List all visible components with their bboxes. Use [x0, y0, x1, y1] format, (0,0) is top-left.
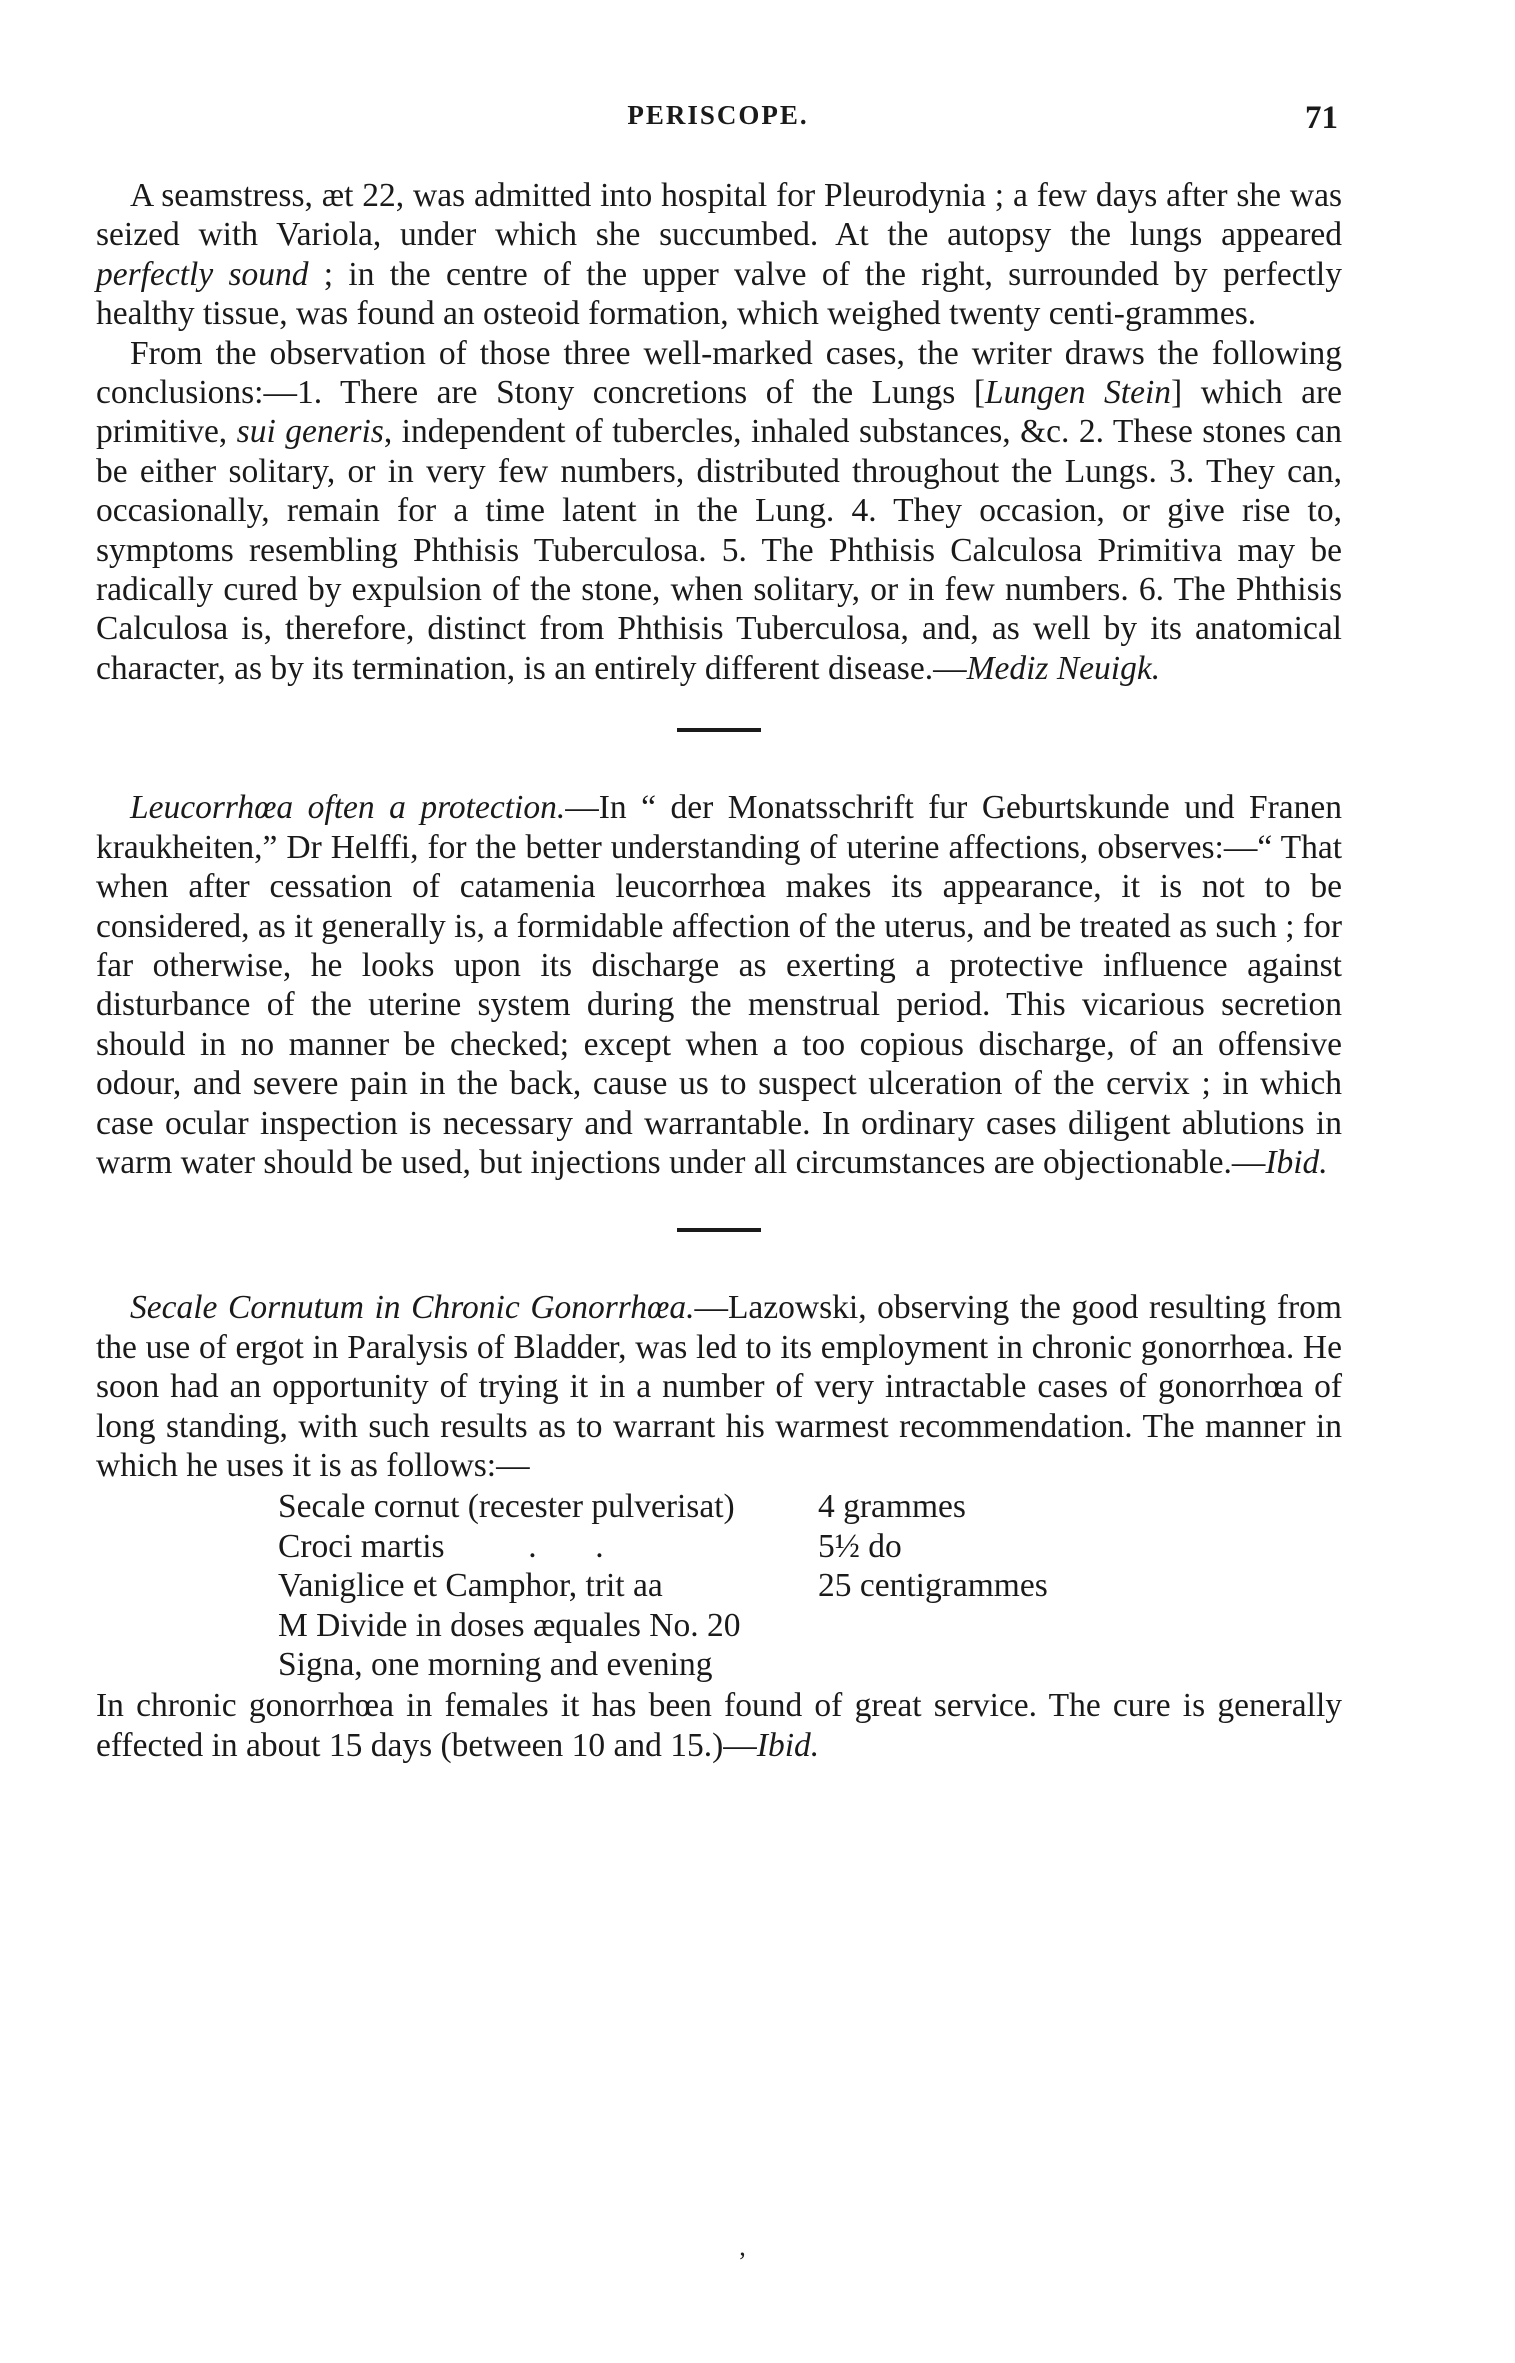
- prescription-line: [278, 1487, 1342, 1526]
- prescription-amount: 25 centigrammes: [818, 1567, 1048, 1605]
- section-title: Leucorrhœa often a protection.: [130, 789, 566, 827]
- emphasis-text: Lungen Stein: [985, 374, 1172, 412]
- section-divider: [677, 728, 761, 732]
- paragraph-text: ; in the centre of the upper valve of the right, surrounded by perfectly healthy tissue, was found an osteoid formation, which weighed twenty centi-grammes.: [96, 255, 1342, 333]
- section-secale-cornutum: [96, 1288, 1342, 1485]
- prescription-line: [278, 1606, 1342, 1645]
- prescription-list: [278, 1487, 1342, 1684]
- prescription-item: Croci martis . .: [278, 1527, 604, 1565]
- section-leucorrhoea: [96, 788, 1342, 1182]
- body-text: [96, 176, 1342, 1765]
- paragraph-text: A seamstress, æt 22, was admitted into hospital for Pleurodynia ; a few days after she was seized with Variola, under which she succumbed. At the autopsy the lungs appeared: [96, 177, 1342, 254]
- paragraph-text: In chronic gonorrhœa in females it has been found of great service. The cure is generally effected in about 15 days (between 10 and 15.)—: [96, 1687, 1342, 1764]
- prescription-line: [278, 1566, 1342, 1605]
- page-number: 71: [1305, 100, 1338, 136]
- prescription-item: Signa, one morning and evening: [278, 1646, 713, 1683]
- running-title: PERISCOPE.: [627, 100, 809, 130]
- paragraph-conclusions: [96, 334, 1342, 689]
- paragraph-gonorrhoea-females: [96, 1686, 1342, 1765]
- prescription-line: [278, 1645, 1342, 1684]
- emphasis-text: sui generis: [236, 413, 384, 451]
- prescription-line: [278, 1527, 1342, 1566]
- source-citation: Ibid.: [756, 1726, 820, 1764]
- prescription-amount: 4 grammes: [818, 1488, 966, 1526]
- paragraph-text: —Lazowski, observing the good resulting from the use of ergot in Paralysis of Bladder, was led to its employment in chronic gonorrhœa. He soon had an opportunity of trying it in a number of very intractable cases of gonorrhœa of long standing, with such results as to warrant his warmest recommendation. The manner in which he uses it is as follows:—: [96, 1289, 1342, 1484]
- prescription-item: M Divide in doses æquales No. 20: [278, 1606, 741, 1644]
- section-title: Secale Cornutum in Chronic Gonorrhœa.: [130, 1289, 695, 1327]
- source-citation: Ibid.: [1265, 1143, 1328, 1181]
- prescription-item: Secale cornut (recester pulverisat): [278, 1488, 735, 1526]
- page-header: [98, 100, 1338, 140]
- paragraph-text: , independent of tubercles, inhaled substances, &c. 2. These stones can be either solitary, or in very few numbers, distributed throughout the Lungs. 3. They can, occasionally, remain for a time latent in the Lung. 4. They occasion, or give rise to, symptoms resembling Phthisis Tuberculosa. 5. The Phthisis Calculosa Primitiva may be radically cured by expulsion of the stone, when solitary, or in few numbers. 6. The Phthisis Calculosa is, therefore, distinct from Phthisis Tuberculosa, and, as well by its anatomical character, as by its termination, is an entirely different disease.—: [96, 413, 1343, 687]
- paragraph-text: From the observation of those three well-marked cases, the writer draws the following conclusions:—1. There are Stony concretions of the Lungs [: [96, 334, 1342, 412]
- section-divider: [677, 1228, 761, 1232]
- prescription-amount: 5½ do: [818, 1527, 902, 1565]
- emphasis-text: perfectly sound: [96, 255, 309, 293]
- paragraph-text: —In “ der Monatsschrift fur Geburtskunde und Franen kraukheiten,” Dr Helffi, for the better understanding of uterine affections, observes:—“ That when after cessation of catamenia leucorrhœa makes its appearance, it is not to be considered, as it generally is, a formidable affection of the uterus, and be treated as such ; for far otherwise, he looks upon its discharge as exerting a protective influence against disturbance of the uterine system during the menstrual period. This vicarious secretion should in no manner be checked; except when a too copious discharge, of an offensive odour, and severe pain in the back, cause us to suspect ulceration of the cervix ; in which case ocular inspection is necessary and warrantable. In ordinary cases diligent ablutions in warm water should be used, but injections under all circumstances are objectionable.—: [96, 789, 1342, 1181]
- printer-mark: ‚: [738, 2232, 747, 2261]
- paragraph-text: ] which are primitive,: [96, 374, 1342, 451]
- prescription-item: Vaniglice et Camphor, trit aa: [278, 1567, 663, 1605]
- source-citation: Mediz Neuigk.: [966, 649, 1161, 687]
- paragraph-seamstress-case: [96, 176, 1342, 334]
